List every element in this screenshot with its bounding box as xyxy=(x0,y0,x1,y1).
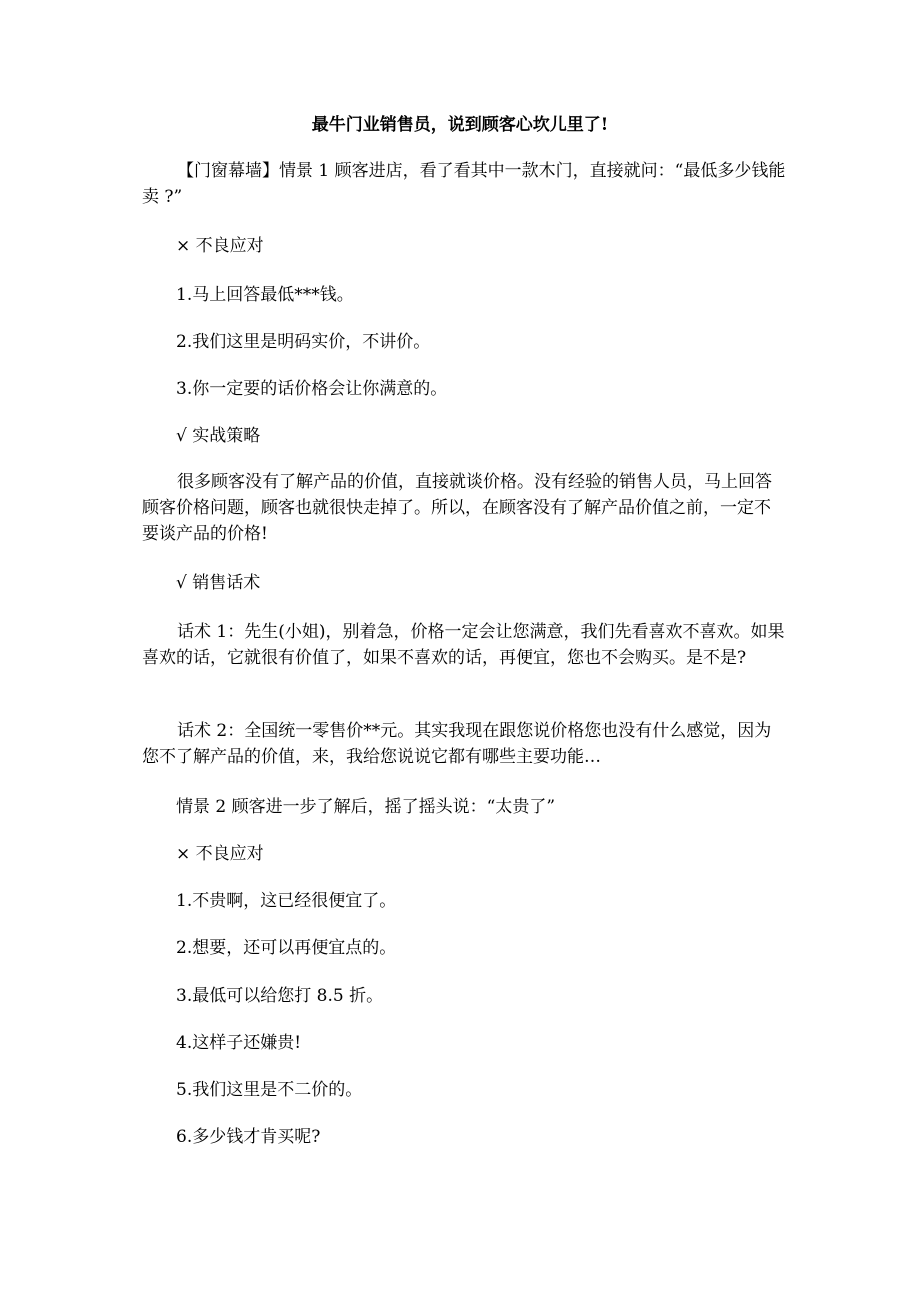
heading-strategy: √ 实战策略 xyxy=(176,426,261,446)
list-item: 3.你一定要的话价格会让你满意的。 xyxy=(176,379,448,399)
list-item: 3.最低可以给您打 8.5 折。 xyxy=(176,986,384,1006)
list-item: 6.多少钱才肯买呢? xyxy=(176,1127,321,1147)
paragraph-script-1: 话术 1：先生(小姐)，别着急，价格一定会让您满意，我们先看喜欢不喜欢。如果喜欢的话，它就很有价值了，如果不喜欢的话，再便宜，您也不会购买。是不是? xyxy=(142,622,785,668)
heading-bad-response-2: × 不良应对 xyxy=(176,844,264,864)
list-item: 1.马上回答最低***钱。 xyxy=(176,285,354,305)
page-title: 最牛门业销售员，说到顾客心坎儿里了! xyxy=(311,115,609,135)
heading-bad-response-1: × 不良应对 xyxy=(176,236,264,256)
paragraph-scenario-1: 【门窗幕墙】情景 1 顾客进店，看了看其中一款木门，直接就问：“最低多少钱能卖 ?” xyxy=(142,161,786,207)
list-item: 2.我们这里是明码实价，不讲价。 xyxy=(176,332,431,352)
paragraph-script-2: 话术 2：全国统一零售价**元。其实我现在跟您说价格您也没有什么感觉，因为您不了解产品的价值，来，我给您说说它都有哪些主要功能… xyxy=(142,721,772,767)
list-item: 2.想要，还可以再便宜点的。 xyxy=(176,938,397,958)
list-item: 5.我们这里是不二价的。 xyxy=(176,1080,363,1100)
list-item: 4.这样子还嫌贵! xyxy=(176,1033,302,1053)
paragraph-strategy: 很多顾客没有了解产品的价值，直接就谈价格。没有经验的销售人员，马上回答顾客价格问题，顾客也就很快走掉了。所以，在顾客没有了解产品价值之前，一定不要谈产品的价格! xyxy=(142,472,772,544)
paragraph-scenario-2: 情景 2 顾客进一步了解后，摇了摇头说：“太贵了” xyxy=(176,797,556,817)
heading-sales-script: √ 销售话术 xyxy=(176,573,261,593)
list-item: 1.不贵啊，这已经很便宜了。 xyxy=(176,891,397,911)
